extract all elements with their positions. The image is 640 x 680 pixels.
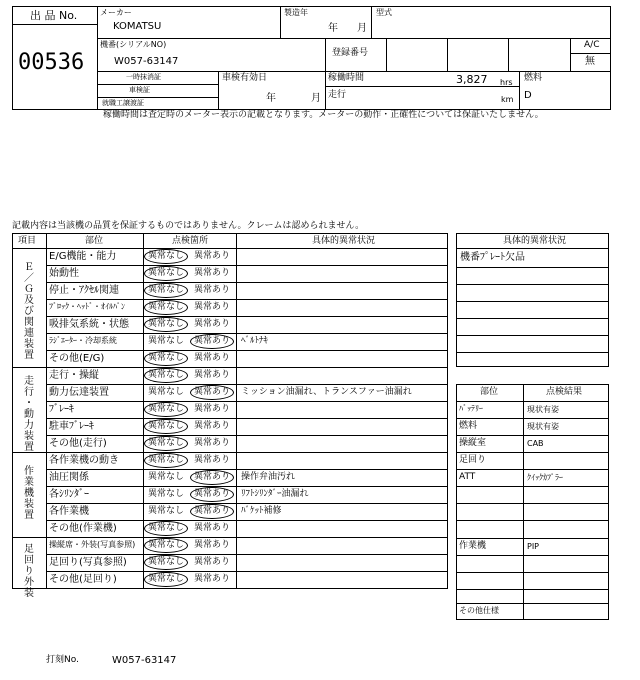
inspection-part: 油圧関係 xyxy=(49,472,89,483)
abnormal-option: 異常あり xyxy=(194,387,231,397)
result-part: 燃料 xyxy=(459,421,478,431)
inspection-part: 動力伝達装置 xyxy=(49,387,109,398)
result-part: ﾊﾞｯﾃﾘｰ xyxy=(459,404,483,413)
normal-option: 異常なし xyxy=(148,285,185,295)
normal-option: 異常なし xyxy=(148,336,185,346)
normal-circle-mark xyxy=(144,351,188,366)
header-part: 部位 xyxy=(85,236,104,246)
normal-option: 異常なし xyxy=(148,557,185,567)
header-points: 点検箇所 xyxy=(172,236,209,246)
abnormal-circle-mark xyxy=(190,385,234,400)
abnormal-option: 異常あり xyxy=(194,489,231,499)
result-value: 現状有姿 xyxy=(527,422,559,431)
inspection-part: 始動性 xyxy=(49,268,79,279)
insp-month-unit: 月 xyxy=(311,93,321,104)
abnormal-option: 異常あり xyxy=(194,557,231,567)
abnormal-option: 異常あり xyxy=(194,455,231,465)
abnormal-option: 異常あり xyxy=(194,506,231,516)
right-detail-header: 具体的異常状況 xyxy=(503,236,567,246)
inspection-detail: 操作弁油汚れ xyxy=(241,472,296,482)
abnormal-circle-mark xyxy=(190,470,234,485)
inspection-part: E/G機能・能力 xyxy=(49,251,117,262)
inspection-part: 各ｼﾘﾝﾀﾞｰ xyxy=(49,489,89,500)
year-label: 製造年 xyxy=(284,8,308,17)
abnormal-option: 異常あり xyxy=(194,404,231,414)
result-part: 操縦室 xyxy=(459,438,487,448)
result-header-part: 部位 xyxy=(480,387,499,397)
inspection-detail: ﾘﾌﾄｼﾘﾝﾀﾞｰ油漏れ xyxy=(241,489,309,499)
normal-option: 異常なし xyxy=(148,489,185,499)
abnormal-option: 異常あり xyxy=(194,251,231,261)
ac-label: A/C xyxy=(584,40,600,50)
normal-option: 異常なし xyxy=(148,472,185,482)
engine-label: 打刻No. xyxy=(46,655,79,665)
inspection-part: 各作業機 xyxy=(49,506,89,517)
inspection-part: その他(走行) xyxy=(49,438,107,449)
year-unit: 年 xyxy=(328,23,338,34)
maker-label: メーカー xyxy=(100,8,132,17)
result-value: ｸｲｯｸｶﾌﾟﾗｰ xyxy=(527,473,563,482)
inspection-part: 操縦席・外装(写真参照) xyxy=(49,540,136,549)
temp-reg-label: 一時抹消証 xyxy=(126,73,161,81)
normal-option: 異常なし xyxy=(148,438,185,448)
hours-value: 3,827 xyxy=(456,73,488,86)
normal-option: 異常なし xyxy=(148,540,185,550)
group-label: 走 行 ・ 動 力 装 置 xyxy=(24,376,34,453)
abnormal-circle-mark xyxy=(190,504,234,519)
inspection-part: その他(作業機) xyxy=(49,523,117,534)
result-value: PIP xyxy=(527,542,540,551)
inspection-part: その他(足回り) xyxy=(49,574,117,585)
normal-circle-mark xyxy=(144,436,188,451)
abnormal-option: 異常あり xyxy=(194,285,231,295)
normal-option: 異常なし xyxy=(148,506,185,516)
vehicle-cert-label: 車検証 xyxy=(129,86,150,94)
result-part: 足回り xyxy=(459,455,487,465)
normal-option: 異常なし xyxy=(148,251,185,261)
normal-circle-mark xyxy=(144,538,188,553)
serial-value: W057-63147 xyxy=(114,56,179,67)
normal-circle-mark xyxy=(144,266,188,281)
normal-circle-mark xyxy=(144,402,188,417)
group-label: 足 回 り 外 装 xyxy=(24,544,34,599)
inspection-part: ﾌﾞﾛｯｸ・ﾍｯﾄﾞ・ｵｲﾙﾊﾟﾝ xyxy=(49,302,125,311)
normal-circle-mark xyxy=(144,283,188,298)
group-label: 作 業 機 装 置 xyxy=(24,466,34,521)
mileage-unit: km xyxy=(501,95,514,104)
group-label: Ｅ ／ Ｇ 及 び 関 連 装 置 xyxy=(24,262,34,361)
hours-unit: hrs xyxy=(500,78,513,87)
normal-circle-mark xyxy=(144,368,188,383)
model-label: 型式 xyxy=(376,8,392,17)
abnormal-option: 異常あり xyxy=(194,472,231,482)
result-part: 作業機 xyxy=(459,541,487,551)
abnormal-option: 異常あり xyxy=(194,268,231,278)
inspection-part: 各作業機の動き xyxy=(49,455,119,466)
abnormal-option: 異常あり xyxy=(194,302,231,312)
serial-label: 機番(シリアルNO) xyxy=(100,40,167,49)
normal-circle-mark xyxy=(144,419,188,434)
normal-circle-mark xyxy=(144,249,188,264)
abnormal-option: 異常あり xyxy=(194,336,231,346)
abnormal-circle-mark xyxy=(190,487,234,502)
normal-circle-mark xyxy=(144,521,188,536)
inspection-part: その他(E/G) xyxy=(49,353,105,364)
hours-note: 稼働時間は査定時のメーター表示の記載となります。メーターの動作・正確性については保証いたしません。 xyxy=(103,110,544,120)
inspection-label: 車検有効日 xyxy=(222,73,268,83)
normal-option: 異常なし xyxy=(148,523,185,533)
disclaimer: 記載内容は当該機の品質を保証するものではありません。クレームは認められません。 xyxy=(12,221,365,231)
abnormal-option: 異常あり xyxy=(194,574,231,584)
inspection-detail: ミッション油漏れ、トランスファー油漏れ xyxy=(241,387,412,397)
normal-circle-mark xyxy=(144,300,188,315)
abnormal-option: 異常あり xyxy=(194,540,231,550)
normal-option: 異常なし xyxy=(148,302,185,312)
reg-label: 登録番号 xyxy=(332,48,369,58)
inspection-part: 吸排気系統・状態 xyxy=(49,319,129,330)
inspection-part: 足回り(写真参照) xyxy=(49,557,127,568)
abnormal-circle-mark xyxy=(190,334,234,349)
lot-number: 00536 xyxy=(18,50,85,75)
normal-option: 異常なし xyxy=(148,319,185,329)
hours-label: 稼働時間 xyxy=(328,73,365,83)
inspection-part: ﾗｼﾞｴｰﾀｰ・冷却系統 xyxy=(49,336,117,345)
result-part: ATT xyxy=(459,472,476,482)
normal-option: 異常なし xyxy=(148,574,185,584)
abnormal-option: 異常あり xyxy=(194,370,231,380)
normal-circle-mark xyxy=(144,317,188,332)
maker-value: KOMATSU xyxy=(113,21,162,32)
inspection-part: ﾌﾞﾚｰｷ xyxy=(49,404,74,415)
abnormal-option: 異常あり xyxy=(194,353,231,363)
inspection-part: 走行・操縦 xyxy=(49,370,99,381)
normal-option: 異常なし xyxy=(148,455,185,465)
ac-value: 無 xyxy=(585,56,595,67)
normal-circle-mark xyxy=(144,555,188,570)
inspection-part: 駐車ﾌﾞﾚｰｷ xyxy=(49,421,94,432)
header-category: 項目 xyxy=(18,236,37,246)
result-value: CAB xyxy=(527,439,544,448)
normal-circle-mark xyxy=(144,453,188,468)
abnormal-option: 異常あり xyxy=(194,523,231,533)
fuel-value: D xyxy=(524,90,532,101)
abnormal-option: 異常あり xyxy=(194,421,231,431)
lot-label: 出 品 No. xyxy=(30,9,78,22)
mileage-label: 走行 xyxy=(328,90,347,100)
normal-option: 異常なし xyxy=(148,404,185,414)
normal-option: 異常なし xyxy=(148,387,185,397)
inspection-detail: ﾍﾞﾙﾄﾅｷ xyxy=(241,336,269,346)
normal-option: 異常なし xyxy=(148,268,185,278)
normal-option: 異常なし xyxy=(148,370,185,380)
header-detail: 具体的異常状況 xyxy=(312,236,376,246)
insp-year-unit: 年 xyxy=(266,93,276,104)
transfer-cert-label: 就職工譲渡証 xyxy=(102,99,144,107)
normal-option: 異常なし xyxy=(148,421,185,431)
inspection-part: 停止・ｱｸｾﾙ関連 xyxy=(49,285,119,296)
normal-circle-mark xyxy=(144,572,188,587)
month-unit: 月 xyxy=(357,23,367,34)
engine-value: W057-63147 xyxy=(112,655,177,666)
right-detail-line: 機番ﾌﾟﾚｰﾄ欠品 xyxy=(460,252,525,263)
inspection-detail: ﾊﾞｹｯﾄ補修 xyxy=(241,506,282,516)
normal-option: 異常なし xyxy=(148,353,185,363)
result-part: その他仕様 xyxy=(459,606,499,615)
abnormal-option: 異常あり xyxy=(194,438,231,448)
fuel-label: 燃料 xyxy=(524,73,543,83)
result-value: 現状有姿 xyxy=(527,405,559,414)
abnormal-option: 異常あり xyxy=(194,319,231,329)
result-header-result: 点検結果 xyxy=(546,387,583,397)
